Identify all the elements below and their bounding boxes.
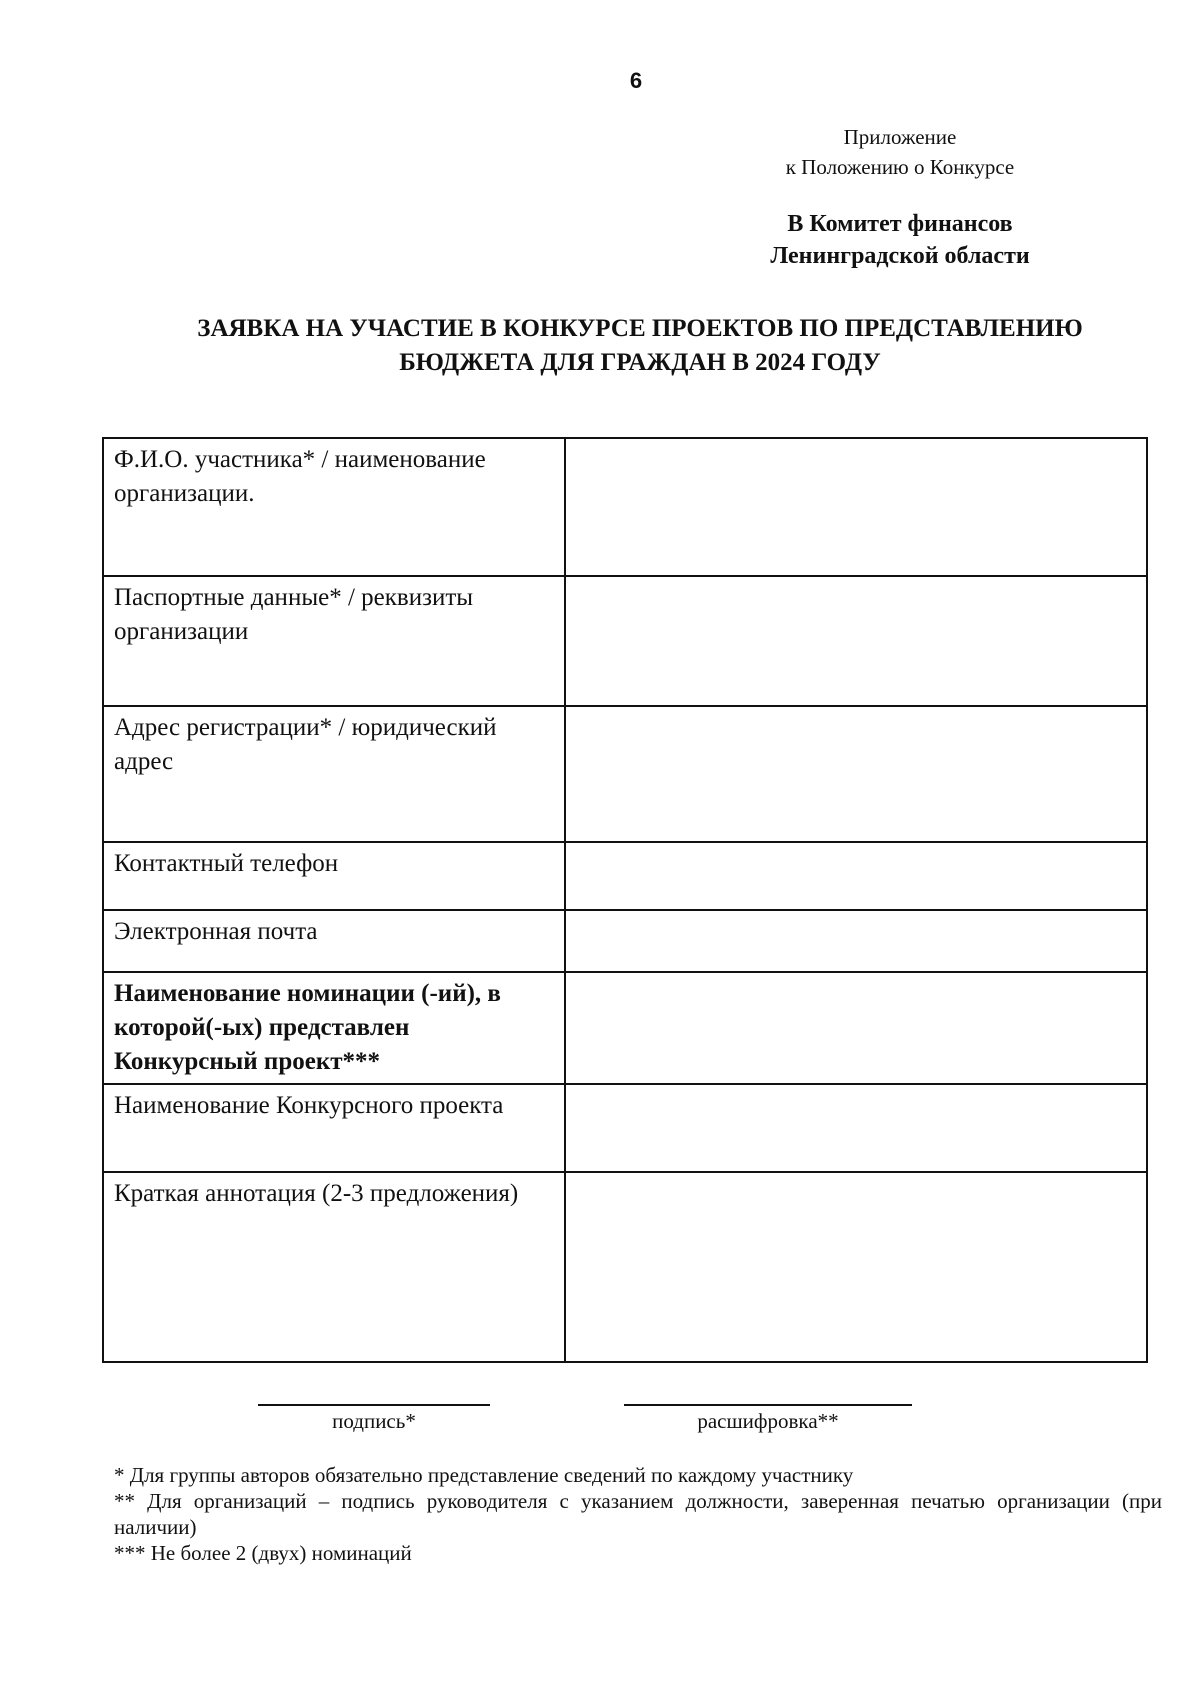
addressee-line-2: Ленинградской области [770, 243, 1030, 269]
form-row-annotation [103, 1172, 1147, 1362]
addressee-line-1: В Комитет финансов [787, 211, 1013, 237]
appendix-line-2: к Положению о Конкурсе [785, 155, 1015, 179]
document-title [100, 312, 1180, 380]
addressee [720, 208, 1080, 272]
page-number: 6 [629, 68, 643, 93]
form-row-phone [103, 842, 1147, 910]
form-label-email: Электронная почта [103, 910, 565, 972]
footnotes [114, 1462, 1162, 1566]
title-line-2: БЮДЖЕТА ДЛЯ ГРАЖДАН В 2024 ГОДУ [399, 349, 881, 376]
form-label-nomination: Наименование номинации (-ий), в которой(-ых) представлен Конкурсный проект*** [103, 972, 565, 1084]
form-label-phone: Контактный телефон [103, 842, 565, 910]
form-label-full-name: Ф.И.О. участника* / наименование организации. [103, 438, 565, 576]
form-field-address[interactable] [565, 706, 1147, 842]
appendix-line-1: Приложение [843, 125, 957, 149]
application-form-table [102, 437, 1148, 1363]
form-field-full-name[interactable] [565, 438, 1147, 576]
form-field-phone[interactable] [565, 842, 1147, 910]
form-label-address: Адрес регистрации* / юридический адрес [103, 706, 565, 842]
appendix-note [740, 122, 1060, 182]
form-row-email [103, 910, 1147, 972]
form-label-annotation: Краткая аннотация (2-3 предложения) [103, 1172, 565, 1362]
form-row-full-name [103, 438, 1147, 576]
form-row-project-name [103, 1084, 1147, 1172]
form-field-annotation[interactable] [565, 1172, 1147, 1362]
form-field-project-name[interactable] [565, 1084, 1147, 1172]
decode-caption: расшифровка** [697, 1409, 839, 1433]
title-line-1: ЗАЯВКА НА УЧАСТИЕ В КОНКУРСЕ ПРОЕКТОВ ПО ПРЕДСТАВЛЕНИЮ [197, 315, 1083, 342]
form-field-nomination[interactable] [565, 972, 1147, 1084]
footnote-2: ** Для организаций – подпись руководителя с указанием должности, заверенная печатью организации (при наличии) [114, 1489, 1162, 1539]
footnote-3: *** Не более 2 (двух) номинаций [114, 1541, 412, 1565]
form-row-passport [103, 576, 1147, 706]
form-field-email[interactable] [565, 910, 1147, 972]
form-label-project-name: Наименование Конкурсного проекта [103, 1084, 565, 1172]
form-row-address [103, 706, 1147, 842]
form-label-passport: Паспортные данные* / реквизиты организации [103, 576, 565, 706]
form-row-nomination [103, 972, 1147, 1084]
form-field-passport[interactable] [565, 576, 1147, 706]
signature-caption: подпись* [332, 1409, 416, 1433]
footnote-1: * Для группы авторов обязательно представление сведений по каждому участнику [114, 1463, 854, 1487]
